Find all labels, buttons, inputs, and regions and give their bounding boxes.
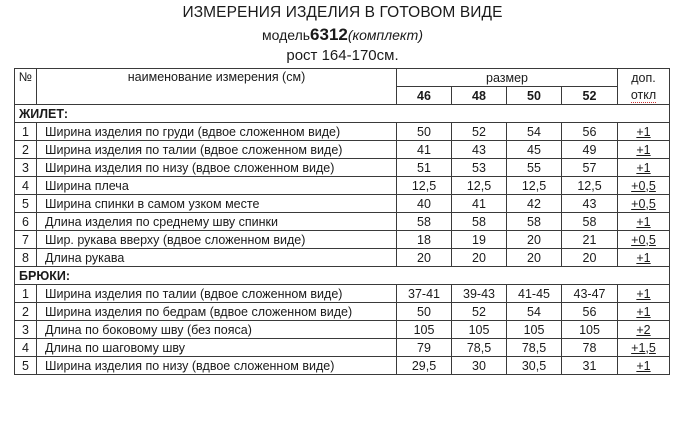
row-value: 57 [562, 159, 618, 177]
row-value: 55 [507, 159, 562, 177]
table-row [15, 177, 670, 195]
size-50: 50 [507, 87, 562, 105]
table-row [15, 249, 670, 267]
row-value: 41 [397, 141, 452, 159]
tolerance-header-bottom-cell [618, 87, 670, 105]
row-value: 54 [507, 123, 562, 141]
tolerance-header-bottom: откл [630, 88, 657, 103]
size-header: размер [397, 69, 618, 87]
row-number: 1 [15, 285, 37, 303]
row-name: Шир. рукава вверху (вдвое сложенном виде) [37, 231, 397, 249]
row-tolerance: +0,5 [631, 196, 656, 211]
row-number: 5 [15, 195, 37, 213]
model-prefix: модель [261, 27, 311, 43]
row-value: 20 [397, 249, 452, 267]
row-name: Длина рукава [37, 249, 397, 267]
row-tolerance-cell [618, 141, 670, 159]
row-value: 105 [452, 321, 507, 339]
number-header: № [15, 69, 37, 105]
row-name: Длина по боковому шву (без пояса) [37, 321, 397, 339]
row-value: 58 [452, 213, 507, 231]
model-number: 6312 [310, 25, 348, 44]
measurements-table [14, 68, 670, 375]
row-tolerance: +0,5 [631, 232, 656, 247]
row-value: 29,5 [397, 357, 452, 375]
row-value: 50 [397, 123, 452, 141]
page-title: ИЗМЕРЕНИЯ ИЗДЕЛИЯ В ГОТОВОМ ВИДЕ [182, 4, 503, 21]
table-row [15, 213, 670, 231]
section-row [15, 105, 670, 123]
row-value: 43 [562, 195, 618, 213]
row-name: Ширина изделия по груди (вдвое сложенном виде) [37, 123, 397, 141]
row-tolerance: +1 [636, 160, 651, 175]
section-row [15, 267, 670, 285]
row-value: 20 [562, 249, 618, 267]
row-tolerance: +1 [636, 250, 651, 265]
row-value: 58 [397, 213, 452, 231]
row-value: 30,5 [507, 357, 562, 375]
size-46: 46 [397, 87, 452, 105]
row-value: 41 [452, 195, 507, 213]
row-value: 20 [507, 231, 562, 249]
row-tolerance: +1 [636, 142, 651, 157]
table-row [15, 321, 670, 339]
row-value: 105 [507, 321, 562, 339]
row-tolerance: +2 [636, 322, 651, 337]
row-tolerance-cell [618, 123, 670, 141]
row-number: 5 [15, 357, 37, 375]
row-number: 1 [15, 123, 37, 141]
row-value: 49 [562, 141, 618, 159]
row-value: 20 [507, 249, 562, 267]
row-name: Ширина изделия по талии (вдвое сложенном виде) [37, 285, 397, 303]
row-value: 105 [397, 321, 452, 339]
row-value: 53 [452, 159, 507, 177]
row-tolerance-cell [618, 159, 670, 177]
row-number: 4 [15, 339, 37, 357]
row-number: 3 [15, 159, 37, 177]
row-tolerance: +1 [636, 358, 651, 373]
row-value: 40 [397, 195, 452, 213]
row-name: Ширина плеча [37, 177, 397, 195]
row-number: 4 [15, 177, 37, 195]
row-value: 12,5 [452, 177, 507, 195]
row-value: 56 [562, 303, 618, 321]
row-value: 42 [507, 195, 562, 213]
row-tolerance-cell [618, 339, 670, 357]
row-value: 21 [562, 231, 618, 249]
table-row [15, 231, 670, 249]
row-value: 58 [507, 213, 562, 231]
row-value: 30 [452, 357, 507, 375]
row-number: 8 [15, 249, 37, 267]
row-tolerance: +1 [636, 304, 651, 319]
row-tolerance-cell [618, 321, 670, 339]
row-tolerance: +1 [636, 214, 651, 229]
model-line [0, 25, 685, 45]
row-value: 12,5 [507, 177, 562, 195]
row-number: 3 [15, 321, 37, 339]
section-title: БРЮКИ: [15, 267, 670, 285]
row-tolerance-cell [618, 285, 670, 303]
row-number: 7 [15, 231, 37, 249]
name-header: наименование измерения (см) [37, 69, 397, 105]
row-value: 39-43 [452, 285, 507, 303]
row-value: 43 [452, 141, 507, 159]
row-name: Длина изделия по среднему шву спинки [37, 213, 397, 231]
row-value: 12,5 [397, 177, 452, 195]
header-row [15, 69, 670, 87]
row-tolerance: +1,5 [631, 340, 656, 355]
row-tolerance: +1 [636, 124, 651, 139]
row-value: 54 [507, 303, 562, 321]
row-name: Длина по шаговому шву [37, 339, 397, 357]
row-value: 79 [397, 339, 452, 357]
row-value: 52 [452, 123, 507, 141]
row-name: Ширина изделия по бедрам (вдвое сложенном виде) [37, 303, 397, 321]
table-row [15, 123, 670, 141]
table-row [15, 195, 670, 213]
table-row [15, 339, 670, 357]
row-tolerance-cell [618, 231, 670, 249]
section-title: ЖИЛЕТ: [15, 105, 670, 123]
row-value: 19 [452, 231, 507, 249]
row-value: 78 [562, 339, 618, 357]
row-value: 58 [562, 213, 618, 231]
row-number: 6 [15, 213, 37, 231]
row-tolerance-cell [618, 213, 670, 231]
tolerance-header-top: доп. [618, 69, 670, 87]
row-value: 12,5 [562, 177, 618, 195]
row-name: Ширина изделия по низу (вдвое сложенном виде) [37, 159, 397, 177]
row-tolerance-cell [618, 249, 670, 267]
row-name: Ширина изделия по низу (вдвое сложенном виде) [37, 357, 397, 375]
row-value: 31 [562, 357, 618, 375]
row-value: 20 [452, 249, 507, 267]
model-suffix: (комплект) [347, 27, 424, 43]
table-row [15, 285, 670, 303]
row-number: 2 [15, 141, 37, 159]
row-tolerance-cell [618, 195, 670, 213]
row-value: 45 [507, 141, 562, 159]
size-48: 48 [452, 87, 507, 105]
row-value: 78,5 [507, 339, 562, 357]
row-value: 56 [562, 123, 618, 141]
row-tolerance-cell [618, 357, 670, 375]
row-value: 43-47 [562, 285, 618, 303]
row-name: Ширина изделия по талии (вдвое сложенном виде) [37, 141, 397, 159]
row-value: 52 [452, 303, 507, 321]
size-52: 52 [562, 87, 618, 105]
row-name: Ширина спинки в самом узком месте [37, 195, 397, 213]
row-value: 50 [397, 303, 452, 321]
row-tolerance: +0,5 [631, 178, 656, 193]
row-tolerance-cell [618, 177, 670, 195]
row-tolerance: +1 [636, 286, 651, 301]
height-range: рост 164-170см. [286, 47, 399, 64]
table-row [15, 303, 670, 321]
row-value: 78,5 [452, 339, 507, 357]
table-row [15, 159, 670, 177]
row-tolerance-cell [618, 303, 670, 321]
table-row [15, 357, 670, 375]
row-value: 105 [562, 321, 618, 339]
row-value: 51 [397, 159, 452, 177]
table-row [15, 141, 670, 159]
row-value: 41-45 [507, 285, 562, 303]
row-number: 2 [15, 303, 37, 321]
row-value: 37-41 [397, 285, 452, 303]
row-value: 18 [397, 231, 452, 249]
